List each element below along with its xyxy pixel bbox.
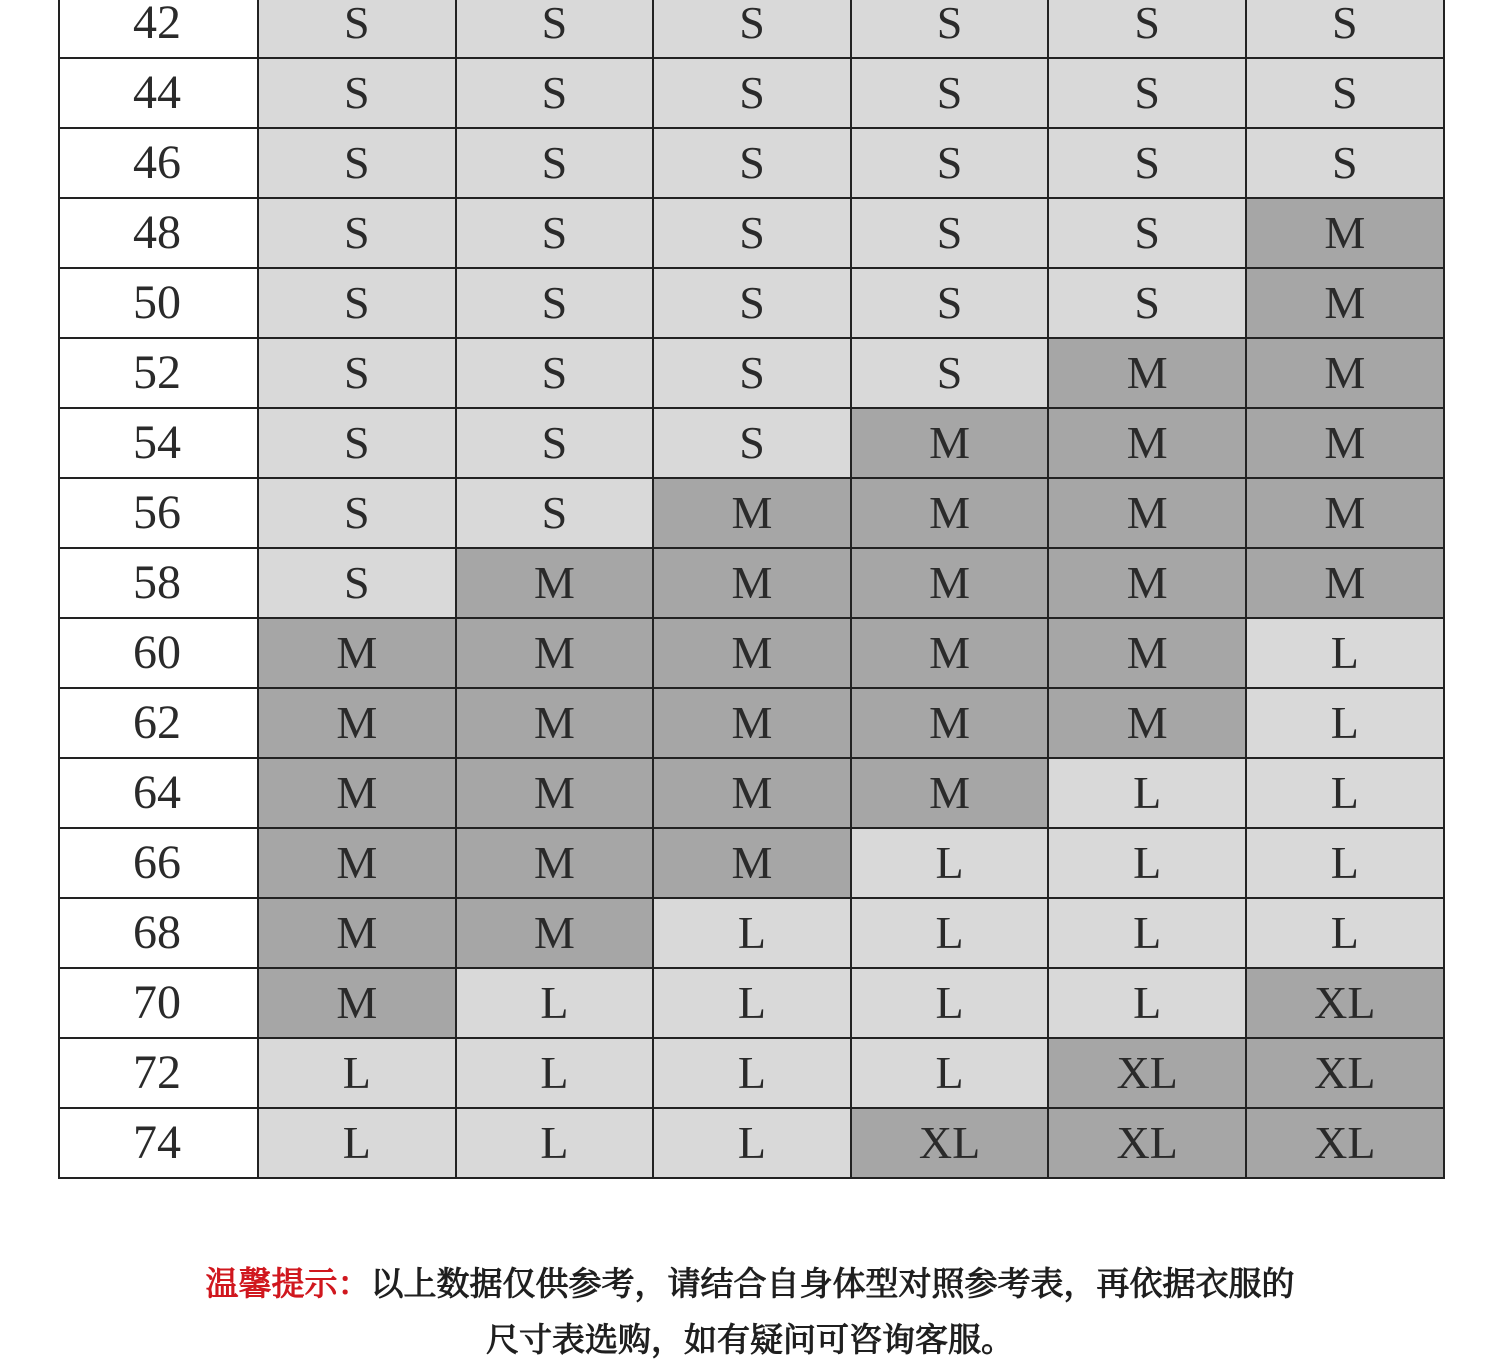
weight-cell: 42 [59, 0, 258, 58]
weight-cell: 44 [59, 58, 258, 128]
size-cell: M [456, 828, 654, 898]
size-cell: M [1048, 408, 1246, 478]
size-cell: M [851, 618, 1049, 688]
size-cell: S [851, 128, 1049, 198]
size-cell: L [456, 968, 654, 1038]
size-cell: M [456, 898, 654, 968]
size-cell: M [258, 618, 456, 688]
tip-line-2: 尺寸表选购，如有疑问可咨询客服。 [486, 1320, 1014, 1359]
size-cell: M [653, 478, 851, 548]
size-cell: XL [1048, 1038, 1246, 1108]
size-cell: M [1246, 478, 1444, 548]
size-cell: M [1048, 478, 1246, 548]
weight-cell: 74 [59, 1108, 258, 1178]
size-cell: S [1048, 198, 1246, 268]
size-cell: L [1048, 758, 1246, 828]
tip-text-1: 以上数据仅供参考，请结合自身体型对照参考表，再依据衣服的 [370, 1264, 1295, 1303]
weight-cell: 48 [59, 198, 258, 268]
size-cell: M [258, 758, 456, 828]
size-cell: L [653, 898, 851, 968]
size-cell: S [1048, 268, 1246, 338]
size-cell: M [653, 828, 851, 898]
weight-cell: 54 [59, 408, 258, 478]
table-row [59, 968, 1444, 1038]
size-cell: S [258, 268, 456, 338]
weight-cell: 58 [59, 548, 258, 618]
table-row [59, 1038, 1444, 1108]
size-cell: S [258, 338, 456, 408]
size-cell: S [258, 128, 456, 198]
size-cell: S [851, 0, 1049, 58]
size-cell: M [456, 548, 654, 618]
size-cell: M [258, 968, 456, 1038]
table-row [59, 1108, 1444, 1178]
size-cell: S [653, 0, 851, 58]
weight-cell: 66 [59, 828, 258, 898]
weight-cell: 50 [59, 268, 258, 338]
size-cell: L [851, 828, 1049, 898]
size-cell: L [1048, 828, 1246, 898]
size-cell: L [851, 898, 1049, 968]
size-cell: L [851, 1038, 1049, 1108]
table-row [59, 198, 1444, 268]
size-cell: M [851, 478, 1049, 548]
table-row [59, 618, 1444, 688]
size-cell: S [456, 478, 654, 548]
size-cell: M [1246, 268, 1444, 338]
size-cell: M [456, 758, 654, 828]
size-cell: S [653, 268, 851, 338]
table-row [59, 898, 1444, 968]
weight-cell: 68 [59, 898, 258, 968]
size-cell: L [1048, 898, 1246, 968]
size-cell: S [851, 198, 1049, 268]
weight-cell: 72 [59, 1038, 258, 1108]
size-cell: XL [1246, 1108, 1444, 1178]
size-cell: M [258, 898, 456, 968]
size-cell: M [1048, 338, 1246, 408]
size-cell: L [653, 1108, 851, 1178]
size-cell: S [851, 338, 1049, 408]
table-row [59, 828, 1444, 898]
size-cell: M [653, 758, 851, 828]
size-cell: L [456, 1038, 654, 1108]
size-cell: M [1246, 408, 1444, 478]
size-cell: M [1048, 688, 1246, 758]
size-cell: M [851, 688, 1049, 758]
weight-cell: 52 [59, 338, 258, 408]
size-cell: M [456, 688, 654, 758]
size-cell: S [456, 338, 654, 408]
size-cell: S [851, 268, 1049, 338]
size-cell: S [653, 58, 851, 128]
size-cell: L [1246, 618, 1444, 688]
size-cell: M [1048, 548, 1246, 618]
weight-cell: 64 [59, 758, 258, 828]
table-row [59, 128, 1444, 198]
size-cell: S [1246, 0, 1444, 58]
size-cell: L [653, 968, 851, 1038]
table-row [59, 548, 1444, 618]
size-cell: L [258, 1038, 456, 1108]
table-row [59, 58, 1444, 128]
weight-cell: 60 [59, 618, 258, 688]
size-cell: M [1246, 548, 1444, 618]
table-row [59, 758, 1444, 828]
size-cell: L [653, 1038, 851, 1108]
size-cell: S [1246, 128, 1444, 198]
size-cell: M [851, 408, 1049, 478]
size-cell: S [1246, 58, 1444, 128]
size-chart-body [59, 0, 1444, 1178]
size-cell: L [1048, 968, 1246, 1038]
size-cell: M [851, 758, 1049, 828]
size-cell: S [258, 478, 456, 548]
size-cell: L [1246, 688, 1444, 758]
size-cell: L [1246, 898, 1444, 968]
size-cell: XL [1246, 1038, 1444, 1108]
table-row [59, 0, 1444, 58]
size-cell: S [1048, 128, 1246, 198]
table-row [59, 478, 1444, 548]
size-cell: XL [1048, 1108, 1246, 1178]
weight-cell: 62 [59, 688, 258, 758]
size-cell: M [258, 828, 456, 898]
size-cell: M [1048, 618, 1246, 688]
size-cell: XL [851, 1108, 1049, 1178]
size-cell: S [456, 128, 654, 198]
size-cell: S [653, 408, 851, 478]
size-cell: M [1246, 338, 1444, 408]
size-cell: S [258, 548, 456, 618]
tip-line-1 [0, 1256, 1500, 1312]
size-cell: S [456, 58, 654, 128]
table-row [59, 408, 1444, 478]
size-cell: S [258, 0, 456, 58]
size-cell: M [1246, 198, 1444, 268]
size-cell: S [258, 408, 456, 478]
size-cell: S [456, 198, 654, 268]
size-cell: S [258, 198, 456, 268]
size-cell: XL [1246, 968, 1444, 1038]
size-cell: M [653, 548, 851, 618]
size-cell: L [1246, 828, 1444, 898]
table-row [59, 688, 1444, 758]
size-cell: M [851, 548, 1049, 618]
size-cell: M [456, 618, 654, 688]
size-cell: L [456, 1108, 654, 1178]
weight-cell: 70 [59, 968, 258, 1038]
size-cell: S [456, 0, 654, 58]
size-cell: L [851, 968, 1049, 1038]
size-cell: S [456, 408, 654, 478]
table-row [59, 268, 1444, 338]
size-cell: M [653, 618, 851, 688]
size-chart-table [58, 0, 1445, 1179]
tip-notice [0, 1256, 1500, 1368]
tip-label: 温馨提示： [205, 1264, 371, 1303]
size-cell: S [653, 198, 851, 268]
weight-cell: 56 [59, 478, 258, 548]
size-cell: S [653, 338, 851, 408]
table-row [59, 338, 1444, 408]
size-cell: S [1048, 58, 1246, 128]
size-cell: S [1048, 0, 1246, 58]
size-cell: S [258, 58, 456, 128]
size-cell: S [851, 58, 1049, 128]
size-cell: M [653, 688, 851, 758]
size-cell: S [456, 268, 654, 338]
weight-cell: 46 [59, 128, 258, 198]
size-cell: L [1246, 758, 1444, 828]
size-cell: L [258, 1108, 456, 1178]
size-cell: M [258, 688, 456, 758]
size-cell: S [653, 128, 851, 198]
